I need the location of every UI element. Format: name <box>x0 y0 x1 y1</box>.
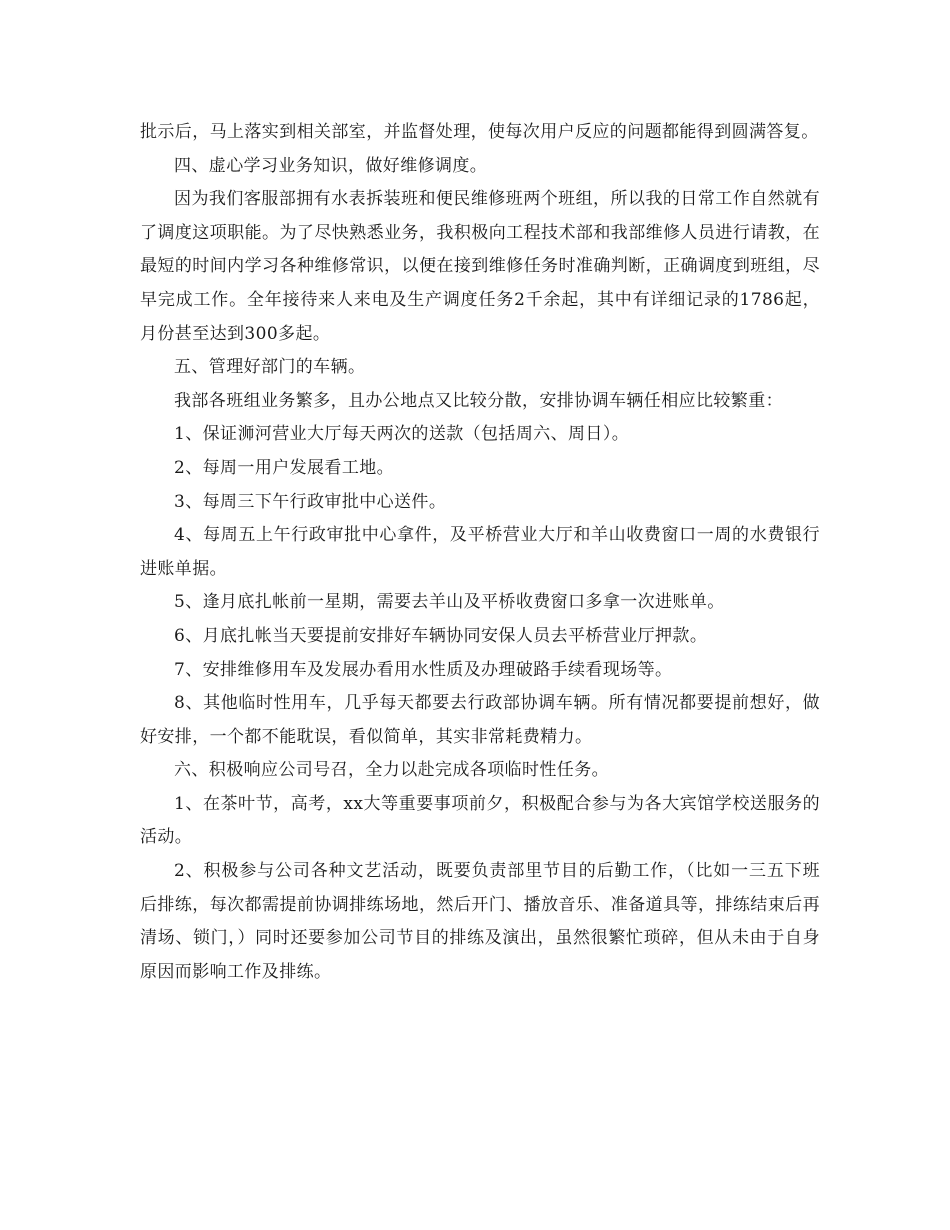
task-item-2: 2、积极参与公司各种文艺活动，既要负责部里节目的后勤工作，（比如一三五下班后排练，每次都需提前协调排练场地，然后开门、播放音乐、准备道具等，排练结束后再清场、锁门，）同时还要参加公司节目的排练及演出，虽然很繁忙琐碎，但从未由于自身原因而影响工作及排练。 <box>140 861 820 982</box>
list-item-6: 6、月底扎帐当天要提前安排好车辆协同安保人员去平桥营业厅押款。 <box>174 625 708 646</box>
section-heading-5: 五、管理好部门的车辆。 <box>174 357 366 378</box>
list-item-7: 7、安排维修用车及发展办看用水性质及办理破路手续看现场等。 <box>174 659 673 680</box>
task-item-1: 1、在茶叶节，高考，xx大等重要事项前夕，积极配合参与为各大宾馆学校送服务的活动。 <box>140 793 820 848</box>
list-item-5: 5、逢月底扎帐前一星期，需要去羊山及平桥收费窗口多拿一次进账单。 <box>174 592 725 613</box>
list-item-3: 3、每周三下午行政审批中心送件。 <box>174 491 447 512</box>
list-item-2: 2、每周一用户发展看工地。 <box>174 457 395 478</box>
paragraph-vehicles-intro: 我部各班组业务繁多，且办公地点又比较分散，安排协调车辆任相应比较繁重： <box>174 390 783 411</box>
paragraph-continuation: 批示后，马上落实到相关部室，并监督处理，使每次用户反应的问题都能得到圆满答复。 <box>140 122 819 142</box>
paragraph-dispatch: 因为我们客服部拥有水表拆装班和便民维修班两个班组，所以我的日常工作自然就有了调度这项职能。为了尽快熟悉业务，我积极向工程技术部和我部维修人员进行请教，在最短的时间内学习各种维修常识，以便在接到维修任务时准确判断，正确调度到班组，尽早完成工作。全年接待来人来电及生产调度任务2千余起，其中有详细记录的1786起，月份甚至达到300多起。 <box>140 189 820 344</box>
section-heading-4: 四、虚心学习业务知识，做好维修调度。 <box>174 155 488 176</box>
list-item-4: 4、每周五上午行政审批中心拿件，及平桥营业大厅和羊山收费窗口一周的水费银行进账单据。 <box>140 525 820 579</box>
document-body <box>140 116 820 989</box>
section-heading-6: 六、积极响应公司号召，全力以赴完成各项临时性任务。 <box>174 760 609 781</box>
list-item-1: 1、保证浉河营业大厅每天两次的送款（包括周六、周日）。 <box>174 424 630 445</box>
list-item-8: 8、其他临时性用车，几乎每天都要去行政部协调车辆。所有情况都要提前想好，做好安排，一个都不能耽误，看似简单，其实非常耗费精力。 <box>140 693 820 747</box>
